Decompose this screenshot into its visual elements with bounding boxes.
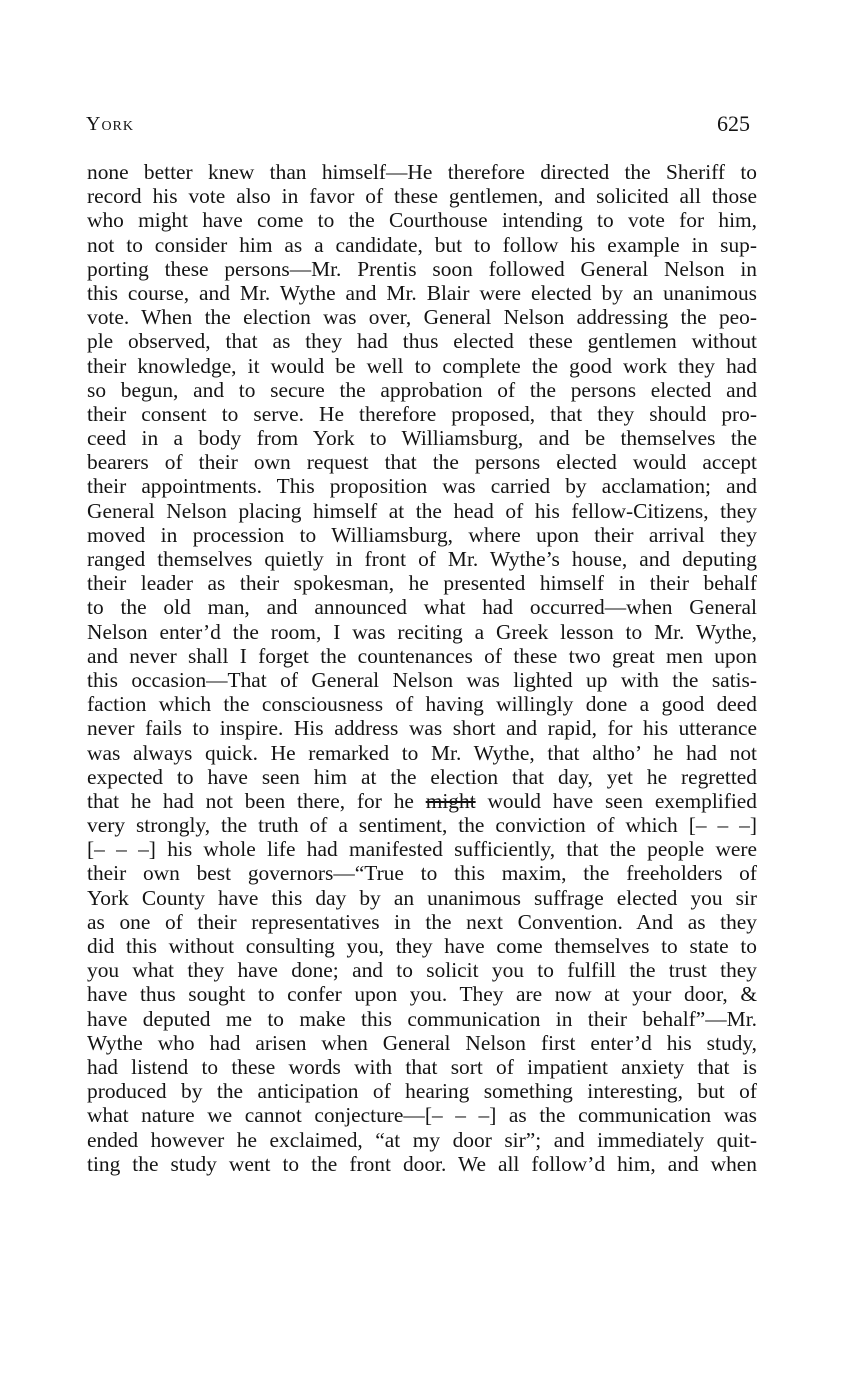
text-line: their consent to serve. He therefore proposed, that they should pro-: [87, 401, 757, 426]
text-line: faction which the consciousness of having willingly done a good deed: [87, 692, 757, 717]
text-line: produced by the anticipation of hearing something interesting, but of: [87, 1079, 757, 1104]
text-line: their leader as their spokesman, he presented himself in their behalf: [87, 571, 757, 596]
text-line: moved in procession to Williamsburg, where upon their arrival they: [87, 522, 757, 547]
text-line: vote. When the election was over, General Nelson addressing the peo-: [87, 305, 757, 330]
text-line: and never shall I forget the countenances of these two great men upon: [87, 643, 757, 668]
text-line: porting these persons—Mr. Prentis soon followed General Nelson in: [87, 256, 757, 281]
text-line: had listend to these words with that sort of impatient anxiety that is: [87, 1054, 757, 1079]
struck-word: might: [425, 788, 476, 813]
text-line: did this without consulting you, they have come themselves to state to: [87, 934, 757, 958]
text-line: none better knew than himself—He therefore directed the Sheriff to: [87, 160, 757, 184]
text-segment: would have seen exemplified: [487, 788, 757, 813]
text-line-with-strikethrough: [87, 789, 757, 813]
text-line: have deputed me to make this communication in their behalf”—Mr.: [87, 1006, 757, 1031]
text-line: Nelson enter’d the room, I was reciting a Greek lesson to Mr. Wythe,: [87, 619, 757, 644]
body-text: [87, 160, 757, 1176]
running-head: [86, 113, 752, 143]
text-line: Wythe who had arisen when General Nelson first enter’d his study,: [87, 1030, 757, 1055]
text-line: as one of their representatives in the next Convention. And as they: [87, 909, 757, 934]
text-line: was always quick. He remarked to Mr. Wythe, that altho’ he had not: [87, 740, 757, 765]
text-line: [– – –] his whole life had manifested sufficiently, that the people were: [87, 837, 757, 862]
text-line: York County have this day by an unanimous suffrage elected you sir: [87, 885, 757, 910]
text-line: to the old man, and announced what had occurred—when General: [87, 595, 757, 620]
text-line: ranged themselves quietly in front of Mr. Wythe’s house, and deputing: [87, 547, 757, 571]
text-line: ended however he exclaimed, “at my door sir”; and immediately quit-: [87, 1127, 757, 1152]
text-line: this occasion—That of General Nelson was lighted up with the satis-: [87, 667, 757, 692]
text-line: expected to have seen him at the election that day, yet he regretted: [87, 764, 757, 789]
text-line: ting the study went to the front door. We all follow’d him, and when: [87, 1151, 757, 1176]
text-line: their own best governors—“True to this maxim, the freeholders of: [87, 861, 757, 886]
text-segment: that he had not been there, for he: [87, 788, 414, 813]
text-line: very strongly, the truth of a sentiment, the conviction of which [– – –]: [87, 813, 757, 838]
text-line: never fails to inspire. His address was short and rapid, for his utterance: [87, 716, 757, 741]
text-line: so begun, and to secure the approbation of the persons elected and: [87, 377, 757, 402]
text-line: bearers of their own request that the persons elected would accept: [87, 450, 757, 475]
text-line: not to consider him as a candidate, but to follow his example in sup-: [87, 232, 757, 257]
text-line: this course, and Mr. Wythe and Mr. Blair were elected by an unanimous: [87, 280, 757, 305]
text-line: record his vote also in favor of these gentlemen, and solicited all those: [87, 184, 757, 209]
text-line: ple observed, that as they had thus elected these gentlemen without: [87, 329, 757, 354]
text-line: what nature we cannot conjecture—[– – –] as the communication was: [87, 1103, 757, 1128]
page-number: 625: [717, 111, 750, 136]
text-line: General Nelson placing himself at the head of his fellow-Citizens, they: [87, 498, 757, 523]
running-head-title: York: [86, 113, 135, 135]
text-line: ceed in a body from York to Williamsburg, and be themselves the: [87, 426, 757, 451]
text-line: you what they have done; and to solicit you to fulfill the trust they: [87, 958, 757, 983]
text-line: have thus sought to confer upon you. They are now at your door, &: [87, 982, 757, 1007]
text-line: their appointments. This proposition was carried by acclamation; and: [87, 474, 757, 499]
text-line: who might have come to the Courthouse intending to vote for him,: [87, 208, 757, 233]
text-line: their knowledge, it would be well to complete the good work they had: [87, 353, 757, 378]
